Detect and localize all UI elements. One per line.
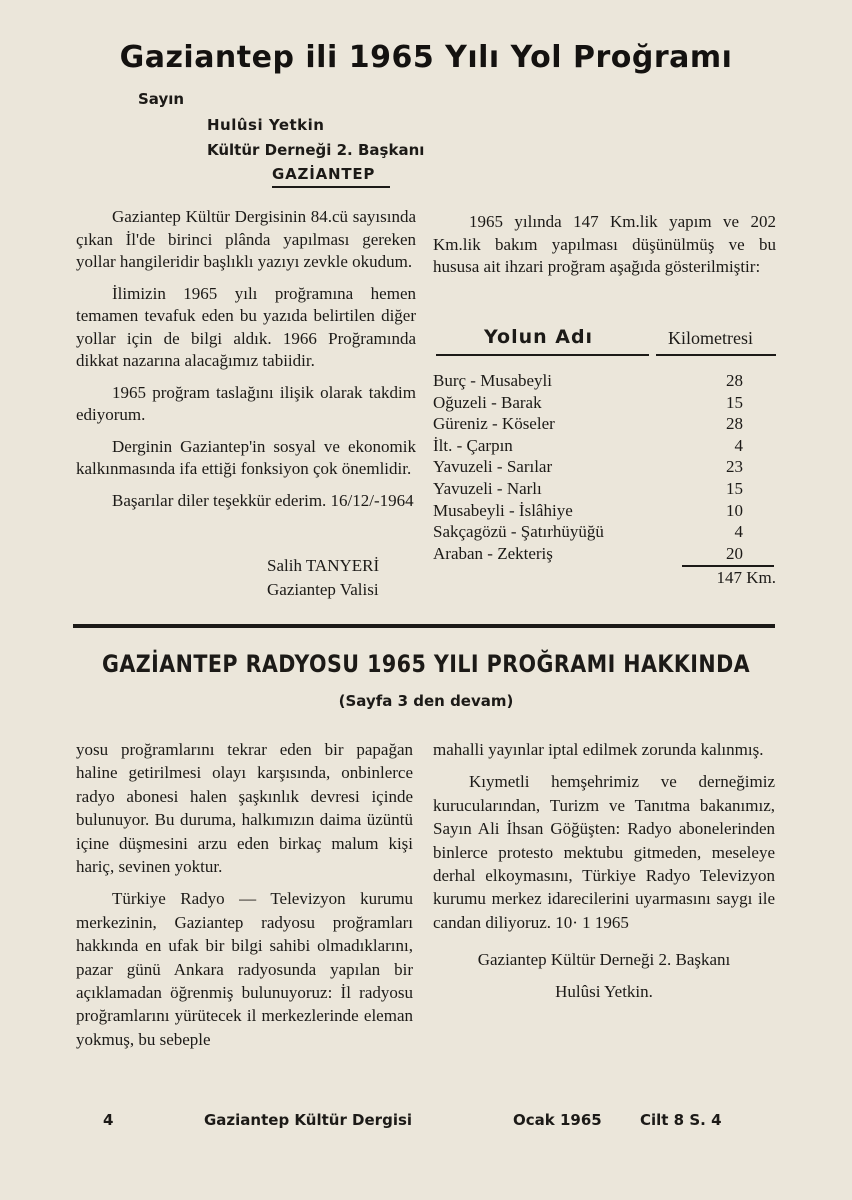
article-title: GAZİANTEP RADYOSU 1965 YILI PROĞRAMI HAKKINDA	[101, 650, 751, 678]
recipient-underline	[272, 186, 390, 188]
article-paragraph: yosu proğramlarını tekrar eden bir papağan haline getirilmesi olayı karşısında, onbinlerce radyo abonesi halen şaşkınlık devresi içinde bulunuyor. Bu duruma, halkımızın daima üzüntü içine düşmesini arzu eden birkaç malum kişi hariç, sevinen yoktur.	[76, 740, 413, 877]
letter-salutation: Sayın	[138, 90, 185, 108]
recipient-city: GAZİANTEP	[272, 165, 376, 183]
table-row	[433, 370, 743, 392]
journal-name: Gaziantep Kültür Dergisi	[204, 1111, 413, 1129]
road-km: 28	[726, 371, 743, 390]
road-name: Yavuzeli - Narlı	[433, 478, 542, 498]
road-name: Musabeyli - İslâhiye	[433, 500, 573, 520]
road-km: 15	[726, 478, 743, 498]
table-row	[433, 478, 743, 500]
signer-name: Salih TANYERİ	[267, 556, 380, 575]
article-paragraph: Kıymetli hemşehrimiz ve derneğimiz kurucularından, Turizm ve Tanıtma bakanımız, Sayın Ali İhsan Göğüşten: Radyo abonelerinden binlerce protesto mektubu gitmeden, meseleye derhal elkoymasını, Türkiye Radyo Televizyon kurumu merkez idarecilerini uyarmasını saygı ile candan diliyoruz. 10· 1 1965	[433, 772, 775, 932]
signature-org: Gaziantep Kültür Derneği 2. Başkanı	[477, 950, 731, 970]
road-km: 4	[734, 522, 743, 542]
road-table	[433, 370, 743, 564]
table-row	[433, 413, 743, 435]
issue-date: Ocak 1965	[513, 1111, 602, 1129]
article-paragraph: Türkiye Radyo — Televizyon kurumu merkezinin, Gaziantep radyosu proğramları hakkında en ufak bir bilgi sahibi olmadıklarını, pazar günü Ankara radyosunda yapılan bir açıklamadan öğrenmiş bulunuyoruz: İl radyosu proğramlarını yürütecek il merkezlerinde eleman yokmuş, bu sebeple	[76, 889, 413, 1049]
header-rule	[656, 354, 776, 356]
road-km-header: Kilometresi	[668, 328, 753, 348]
table-row	[433, 456, 743, 478]
signer-role: Gaziantep Valisi	[267, 580, 379, 599]
program-intro-text: 1965 yılında 147 Km.lik yapım ve 202 Km.lik bakım yapılması düşünülmüş ve bu hususa ait ihzari proğram aşağıda gösterilmiştir:	[433, 212, 776, 276]
letter-paragraph: İlimizin 1965 yılı proğramına hemen temamen tevafuk eden bu yazıda belirtilen diğer yollar için de bilgi aldık. 1966 Proğramında dikkat nazarına alacağımız tabiidir.	[76, 283, 416, 370]
page-number: 4	[103, 1111, 114, 1129]
road-km: 15	[726, 392, 743, 412]
road-name: Araban - Zekteriş	[433, 543, 553, 563]
article-right-column	[433, 738, 775, 1011]
table-row	[433, 521, 743, 543]
recipient-title: Kültür Derneği 2. Başkanı	[207, 141, 425, 159]
road-name-header: Yolun Adı	[484, 326, 594, 348]
letter-paragraph: Gaziantep Kültür Dergisinin 84.cü sayısında çıkan İl'de birinci plânda yapılması gereken yollar hangileridir başlıklı yazıyı zevkle okudum.	[76, 207, 416, 271]
signature-name: Hulûsi Yetkin.	[555, 981, 653, 1001]
section-divider	[73, 624, 775, 628]
letter-paragraph: 1965 proğram taslağını ilişik olarak takdim ediyorum.	[76, 382, 416, 424]
road-name: Güreniz - Köseler	[433, 414, 555, 434]
table-row	[433, 543, 743, 565]
total-rule	[682, 565, 774, 567]
page-title: Gaziantep ili 1965 Yılı Yol Proğramı	[119, 40, 733, 75]
recipient-name: Hulûsi Yetkin	[207, 116, 325, 134]
issue-volume: Cilt 8 S. 4	[640, 1111, 722, 1129]
road-name: Sakçagözü - Şatırhüyüğü	[433, 522, 604, 542]
header-rule	[436, 354, 649, 356]
table-row	[433, 392, 743, 414]
road-km: 20	[726, 543, 743, 563]
table-row	[433, 500, 743, 522]
article-paragraph: mahalli yayınlar iptal edilmek zorunda kalınmış.	[433, 740, 764, 759]
road-name: İlt. - Çarpın	[433, 435, 513, 455]
road-km: 10	[726, 500, 743, 520]
letter-paragraph: Başarılar diler teşekkür ederim. 16/12/-1964	[112, 490, 414, 510]
road-name: Burç - Musabeyli	[433, 371, 552, 390]
continuation-note: (Sayfa 3 den devam)	[338, 692, 514, 710]
road-name: Yavuzeli - Sarılar	[433, 457, 553, 477]
road-km: 28	[726, 414, 743, 434]
road-km: 23	[726, 457, 743, 477]
article-left-column	[76, 738, 413, 1060]
road-km: 4	[734, 435, 743, 455]
total-km: 147 Km.	[716, 568, 776, 587]
program-intro	[433, 211, 776, 288]
letter-paragraph: Derginin Gaziantep'in sosyal ve ekonomik kalkınmasında ifa ettiği fonksiyon çok önemlidir.	[76, 436, 416, 478]
letter-body	[76, 206, 416, 521]
table-row	[433, 435, 743, 457]
road-name: Oğuzeli - Barak	[433, 392, 542, 412]
